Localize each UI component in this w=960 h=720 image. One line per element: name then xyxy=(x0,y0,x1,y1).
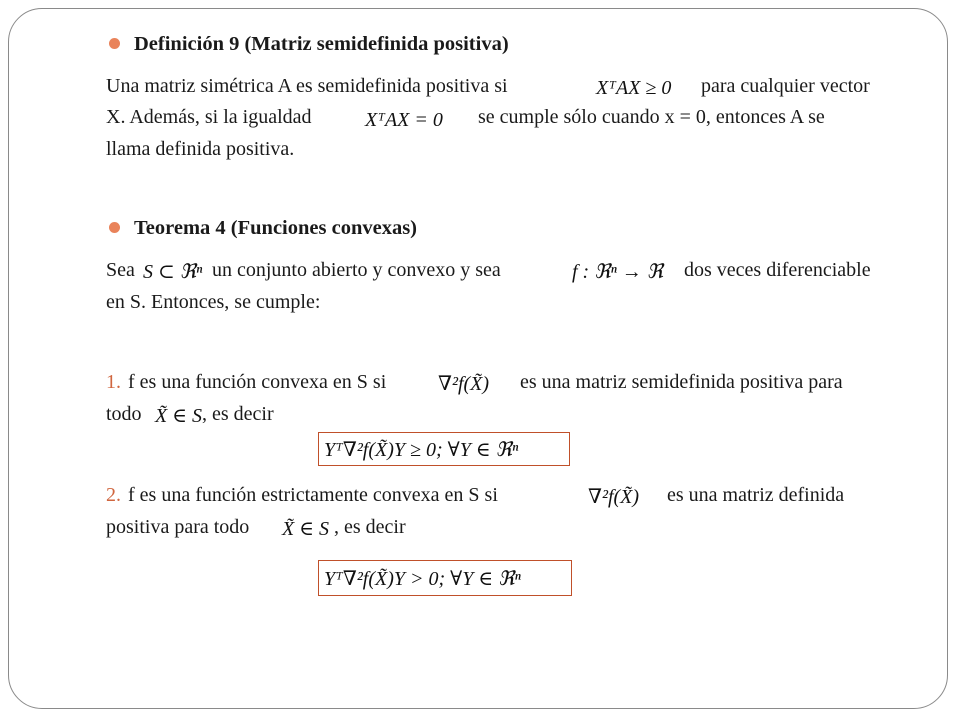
item2-formula-x-in-s: X̃ ∈ S xyxy=(282,518,330,540)
def9-line1-a: Una matriz simétrica A es semidefinida positiva si xyxy=(106,75,508,97)
item2-text-b: es una matriz definida xyxy=(667,484,845,506)
def9-line1-b: para cualquier vector xyxy=(701,75,870,97)
item2-formula-hessian: ∇²f(X̃) xyxy=(588,486,640,508)
item2-line2-a: positiva para todo xyxy=(106,516,250,538)
item2-line2-b: , es decir xyxy=(334,516,406,538)
thm4-heading: Teorema 4 (Funciones convexas) xyxy=(134,217,417,239)
thm4-line1-b: un conjunto abierto y convexo y sea xyxy=(212,259,501,281)
item2-number: 2. xyxy=(106,484,121,506)
item2-boxed-formula: Yᵀ∇²f(X̃)Y > 0; ∀Y ∈ ℜⁿ xyxy=(318,560,572,596)
item1-formula-hessian: ∇²f(X̃) xyxy=(438,373,490,395)
item1-line2-b: , es decir xyxy=(202,403,274,425)
def9-line2-b: se cumple sólo cuando x = 0, entonces A se xyxy=(478,106,825,128)
def9-heading: Definición 9 (Matriz semidefinida positiva) xyxy=(134,33,509,55)
item1-formula-x-in-s: X̃ ∈ S xyxy=(155,405,203,427)
def9-line2-a: X. Además, si la igualdad xyxy=(106,106,312,128)
item1-number: 1. xyxy=(106,371,121,393)
def9-line3: llama definida positiva. xyxy=(106,138,295,160)
item1-line2-a: todo xyxy=(106,403,142,425)
bullet-thm4 xyxy=(109,222,120,233)
thm4-line1-c: dos veces diferenciable xyxy=(684,259,871,281)
item2-text-a: f es una función estrictamente convexa en S si xyxy=(128,484,498,506)
thm4-formula-s-subset: S ⊂ ℜⁿ xyxy=(143,261,203,283)
thm4-formula-f-map: f : ℜⁿ → ℜ xyxy=(572,261,664,283)
bullet-def9 xyxy=(109,38,120,49)
item1-text-a: f es una función convexa en S si xyxy=(128,371,387,393)
item1-text-b: es una matriz semidefinida positiva para xyxy=(520,371,843,393)
def9-formula-xtax-eq: XᵀAX = 0 xyxy=(365,109,443,131)
item1-boxed-formula: Yᵀ∇²f(X̃)Y ≥ 0; ∀Y ∈ ℜⁿ xyxy=(318,432,570,466)
thm4-line2: en S. Entonces, se cumple: xyxy=(106,291,321,313)
def9-formula-xtax-ge: XᵀAX ≥ 0 xyxy=(596,77,672,99)
thm4-line1-a: Sea xyxy=(106,259,135,281)
